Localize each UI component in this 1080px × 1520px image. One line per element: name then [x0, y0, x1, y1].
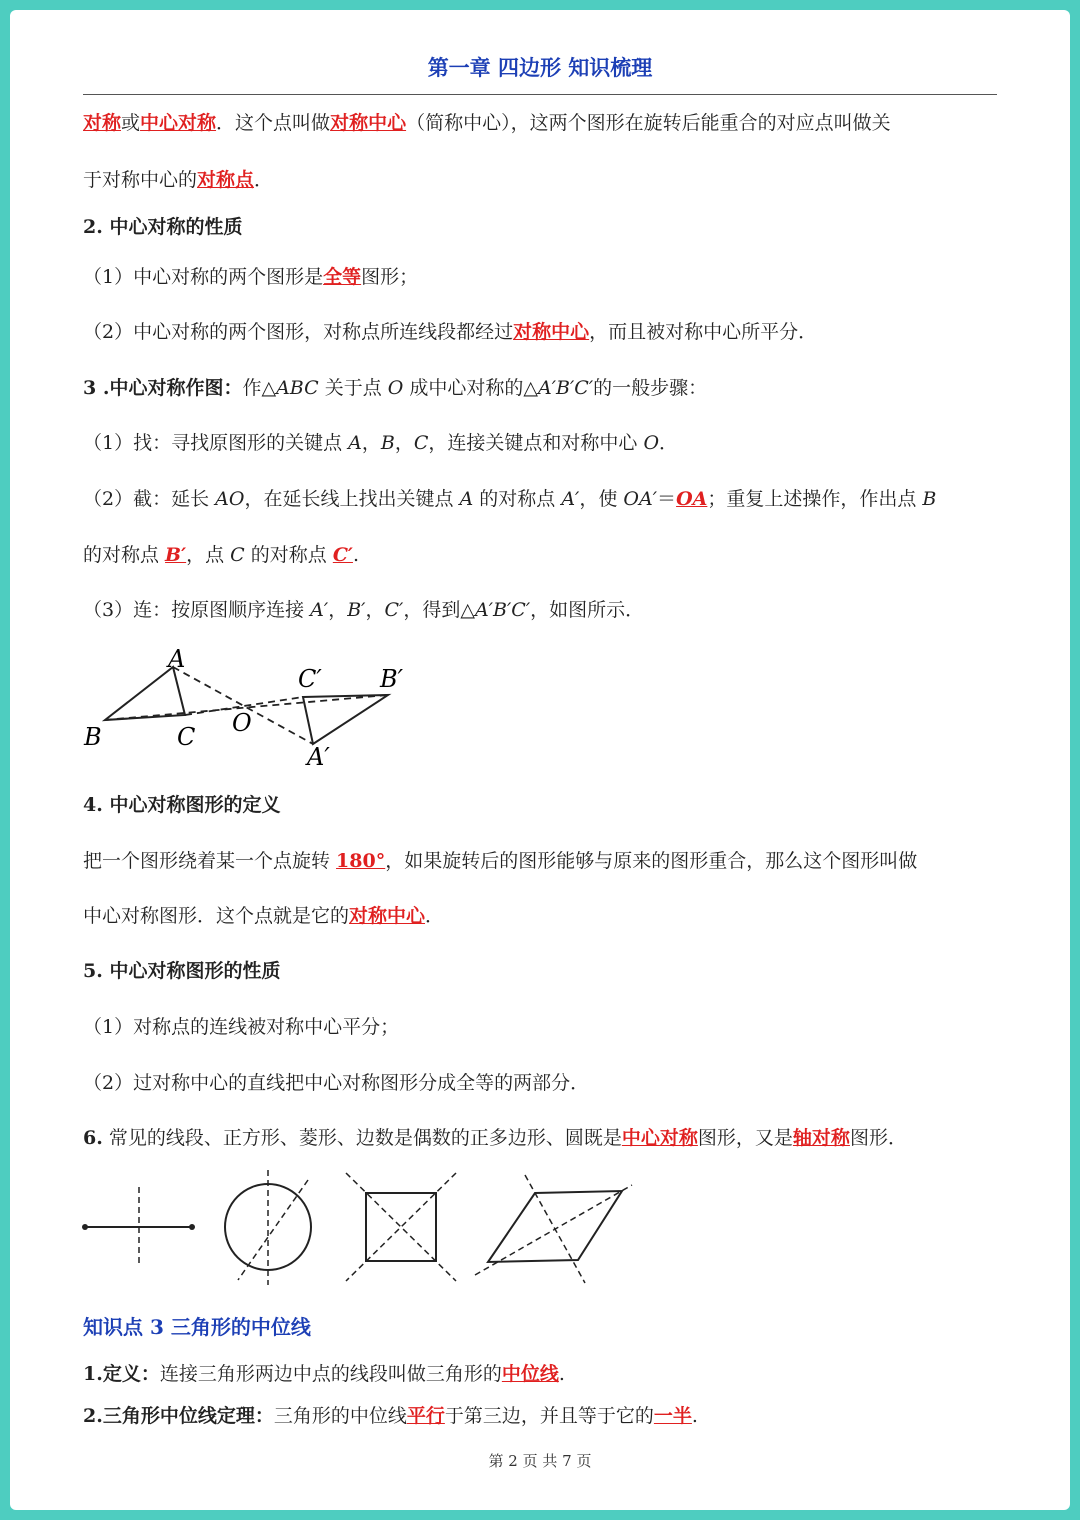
answer-term: OA — [676, 488, 708, 510]
paragraph-line — [83, 1359, 565, 1389]
math: A — [348, 432, 362, 454]
math: OA′ — [623, 488, 658, 510]
math: O — [643, 432, 660, 454]
square-shape — [346, 1173, 456, 1281]
circle-shape — [225, 1170, 311, 1285]
answer-term: 对称中心 — [513, 321, 590, 343]
item-label: 2.三角形中位线定理： — [83, 1405, 274, 1427]
answer-term: 180° — [336, 850, 386, 872]
text: 中心对称图形．这个点就是它的 — [83, 905, 350, 927]
answer-term: 中心对称 — [621, 1127, 698, 1149]
math: C — [230, 544, 245, 566]
text: 图形，又是 — [697, 1127, 793, 1149]
text: ，使 — [579, 488, 624, 510]
paragraph-line — [83, 846, 917, 876]
text: 的对称点 — [473, 488, 562, 510]
text: 三角形的中位线 — [273, 1405, 407, 1427]
text: ．这个点叫做 — [216, 112, 331, 134]
math: C — [413, 432, 429, 454]
label-c: C — [177, 723, 196, 751]
paragraph-line — [83, 1123, 907, 1153]
text: . — [691, 1405, 698, 1427]
answer-term: 一半 — [653, 1405, 692, 1427]
text: ，如图所示． — [530, 599, 645, 621]
math: ABC — [276, 377, 319, 399]
math: A′B′C′ — [537, 377, 594, 399]
math: AO — [215, 488, 245, 510]
text: 的一般步骤： — [593, 377, 708, 399]
text: 于第三边，并且等于它的 — [444, 1405, 654, 1427]
text: ． — [659, 432, 679, 454]
math: A′ — [561, 488, 580, 510]
knowledge-point-heading: 知识点 3 三角形的中位线 — [83, 1315, 311, 1339]
text: 连接三角形两边中点的线段叫做三角形的 — [159, 1363, 502, 1385]
text: 成中心对称的△ — [403, 377, 538, 399]
math: B — [922, 488, 937, 510]
page-header-title: 第一章 四边形 知识梳理 — [427, 56, 653, 80]
text: ，在延长线上找出关键点 — [244, 488, 460, 510]
text: 作△ — [242, 377, 277, 399]
text: 或 — [121, 112, 141, 134]
math: O — [387, 377, 404, 399]
text: ，如果旋转后的图形能够与原来的图形重合，那么这个图形叫做 — [385, 850, 918, 872]
label-b-prime: B′ — [380, 665, 404, 693]
answer-term: B′ — [165, 544, 187, 566]
text: 图形． — [849, 1127, 907, 1149]
symmetric-shapes-figure — [70, 1165, 650, 1295]
answer-term: 平行 — [406, 1405, 445, 1427]
item-label: 1.定义： — [83, 1363, 160, 1385]
text: 的对称点 — [244, 544, 333, 566]
text: （3）连：按原图顺序连接 — [83, 599, 311, 621]
label-o: O — [232, 709, 252, 737]
section-heading: 3 .中心对称作图： — [83, 377, 243, 399]
answer-term: C′ — [332, 544, 353, 566]
text: （2）截：延长 — [83, 488, 216, 510]
paragraph-line — [83, 108, 891, 138]
text: （1）找：寻找原图形的关键点 — [83, 432, 349, 454]
answer-term: 对称 — [83, 112, 122, 134]
math: B — [380, 432, 395, 454]
math: A′B′C′ — [474, 599, 531, 621]
answer-term: 全等 — [323, 266, 362, 288]
label-a-prime: A′ — [307, 743, 330, 771]
text: . — [558, 1363, 565, 1385]
math: A — [459, 488, 474, 510]
text: ． — [254, 169, 274, 191]
math: C′ — [384, 599, 404, 621]
paragraph-line: （1）对称点的连线被对称中心平分； — [83, 1016, 400, 1038]
paragraph-line — [83, 901, 444, 931]
paragraph-line — [83, 540, 359, 570]
answer-term: 对称点 — [197, 169, 255, 191]
paragraph-line — [83, 373, 707, 403]
text: ＝ — [657, 488, 677, 510]
text: 常见的线段、正方形、菱形、边数是偶数的正多边形、圆既是 — [102, 1127, 622, 1149]
section-heading: 4. 中心对称图形的定义 — [83, 794, 281, 816]
text: （简称中心），这两个图形在旋转后能重合的对应点叫做关 — [406, 112, 891, 134]
document-page — [10, 10, 1070, 1510]
text: ，连接关键点和对称中心 — [428, 432, 644, 454]
text: 于对称中心的 — [83, 169, 198, 191]
answer-term: 中位线 — [501, 1363, 559, 1385]
segment-shape — [82, 1187, 195, 1267]
text: （2）中心对称的两个图形，对称点所连线段都经过 — [83, 321, 514, 343]
answer-term: 对称中心 — [349, 905, 426, 927]
paragraph-line — [83, 317, 817, 347]
math: B′ — [347, 599, 366, 621]
paragraph-line — [83, 484, 936, 514]
page-footer: 第 2 页 共 7 页 — [488, 1452, 592, 1470]
text: ， — [328, 599, 348, 621]
text: ，得到△ — [403, 599, 475, 621]
text: 把一个图形绕着某一个点旋转 — [83, 850, 337, 872]
paragraph-line — [83, 595, 644, 625]
answer-term: 轴对称 — [792, 1127, 850, 1149]
text: 图形； — [361, 266, 419, 288]
text: 的对称点 — [83, 544, 166, 566]
paragraph-line — [83, 428, 678, 458]
paragraph-line: （2）过对称中心的直线把中心对称图形分成全等的两部分． — [83, 1072, 590, 1094]
text: ． — [425, 905, 445, 927]
label-a: A — [168, 645, 186, 673]
text: ，点 — [186, 544, 231, 566]
text: ；重复上述操作，作出点 — [707, 488, 923, 510]
text: 关于点 — [318, 377, 388, 399]
answer-term: 中心对称 — [140, 112, 217, 134]
math: A′ — [310, 599, 329, 621]
triangle-abc-prime — [303, 695, 388, 744]
text: ， — [361, 432, 381, 454]
text: . — [352, 544, 359, 566]
triangle-abc — [105, 667, 185, 720]
section-heading: 2. 中心对称的性质 — [83, 216, 243, 238]
text: （1）中心对称的两个图形是 — [83, 266, 324, 288]
header-divider — [83, 94, 997, 95]
section-heading: 5. 中心对称图形的性质 — [83, 960, 281, 982]
answer-term: 对称中心 — [330, 112, 407, 134]
central-symmetry-figure — [70, 635, 430, 775]
text: ，而且被对称中心所平分． — [589, 321, 818, 343]
paragraph-line — [83, 1401, 698, 1431]
text: ， — [394, 432, 414, 454]
item-number: 6. — [83, 1127, 103, 1149]
paragraph-line — [83, 165, 273, 195]
label-c-prime: C′ — [298, 665, 322, 693]
text: ， — [365, 599, 385, 621]
label-b: B — [84, 723, 102, 751]
rhombus-shape — [475, 1175, 632, 1283]
paragraph-line — [83, 262, 418, 292]
